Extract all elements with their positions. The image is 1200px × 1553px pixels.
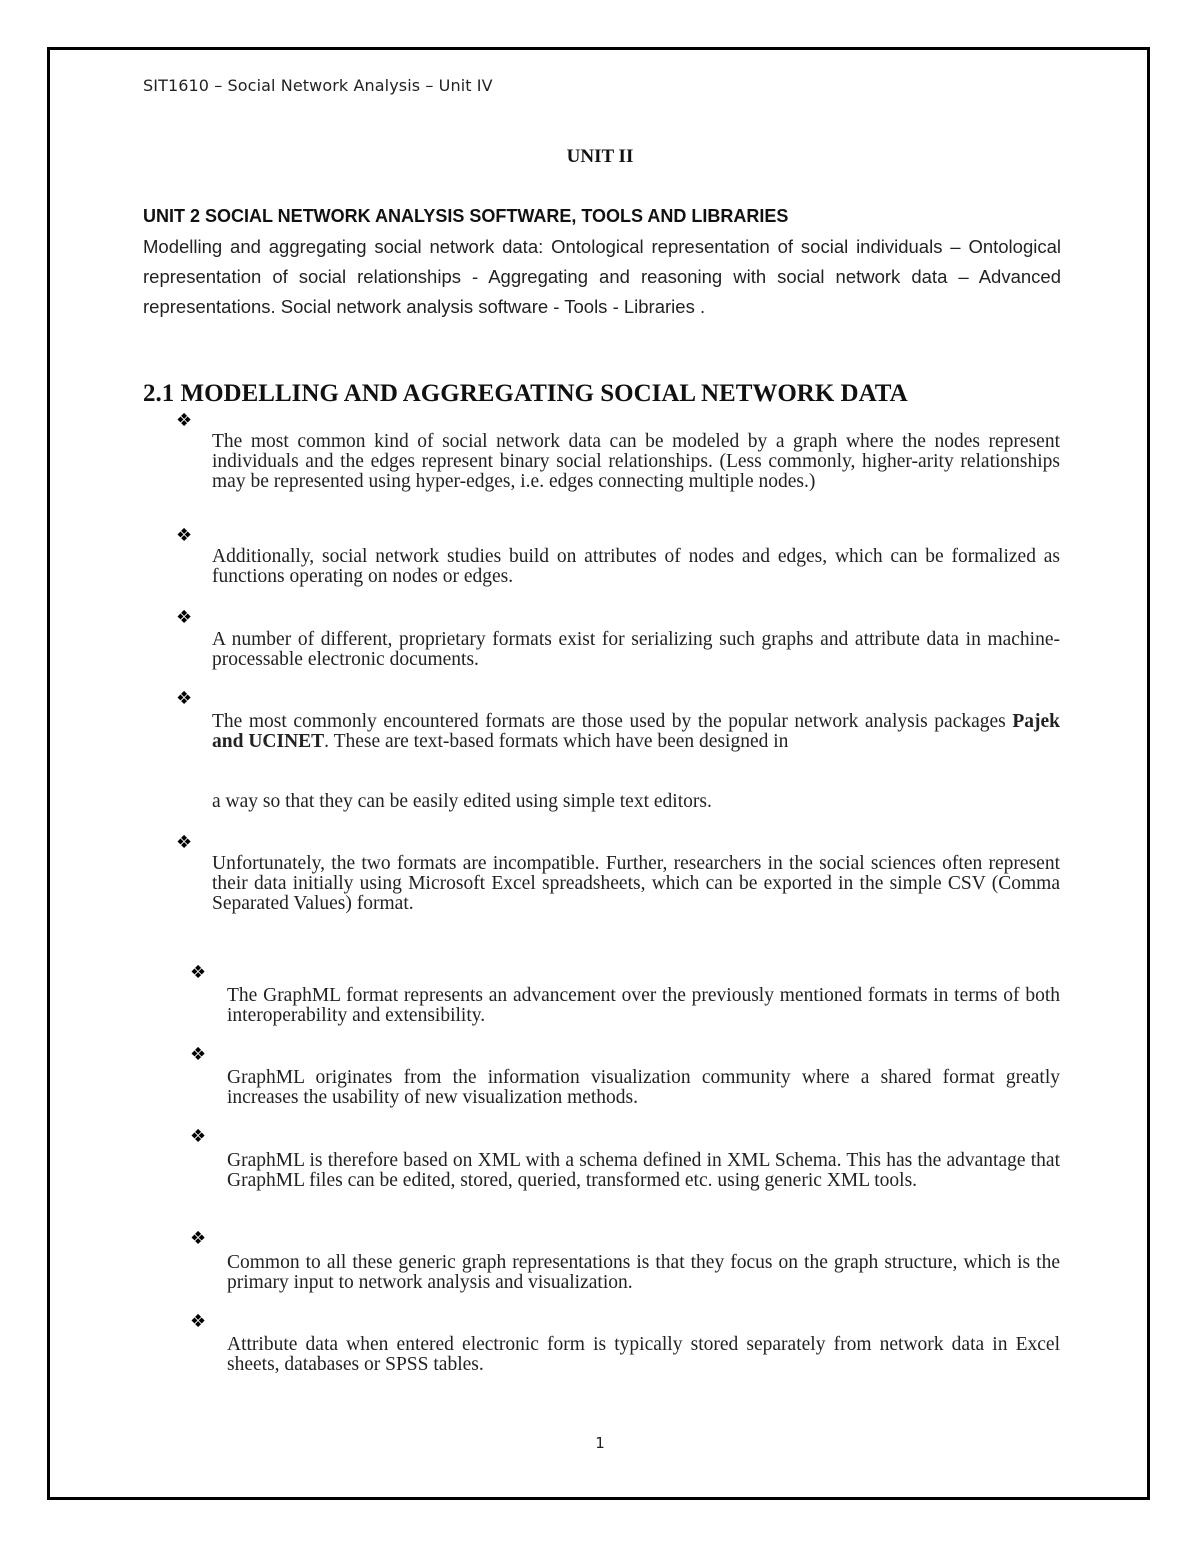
diamond-bullet-icon: ❖	[176, 410, 193, 431]
unit-title: UNIT II	[566, 146, 634, 167]
point-4-bold-packages: Pajek and UCINET	[212, 711, 1060, 752]
page-number: 1	[595, 1434, 605, 1452]
diamond-bullet-icon: ❖	[190, 1126, 207, 1147]
point-6: The GraphML format represents an advancement over the previously mentioned formats in terms of both interoperability and extensibility.	[227, 985, 1060, 1026]
point-9: Common to all these generic graph representations is that they focus on the graph structure, which is the primary input to network analysis and visualization.	[227, 1252, 1060, 1293]
diamond-bullet-icon: ❖	[176, 607, 193, 628]
point-10: Attribute data when entered electronic form is typically stored separately from network data in Excel sheets, databases or SPSS tables.	[227, 1334, 1060, 1375]
point-2: Additionally, social network studies build on attributes of nodes and edges, which can be formalized as functions operating on nodes or edges.	[212, 546, 1060, 587]
diamond-bullet-icon: ❖	[190, 1228, 207, 1249]
diamond-bullet-icon: ❖	[176, 832, 193, 853]
point-3: A number of different, proprietary formats exist for serializing such graphs and attribute data in machine-processable electronic documents.	[212, 629, 1060, 670]
point-4-text-before: The most commonly encountered formats are those used by the popular network analysis packages	[212, 711, 1013, 732]
section-title: 2.1 MODELLING AND AGGREGATING SOCIAL NETWORK DATA	[143, 380, 908, 407]
point-4-continuation: a way so that they can be easily edited using simple text editors.	[212, 791, 712, 812]
point-4	[212, 712, 1060, 752]
point-5: Unfortunately, the two formats are incompatible. Further, researchers in the social sciences often represent their data initially using Microsoft Excel spreadsheets, which can be exported in the simple CSV (Comma Separated Values) format.	[212, 853, 1060, 914]
diamond-bullet-icon: ❖	[176, 688, 193, 709]
syllabus-heading: UNIT 2 SOCIAL NETWORK ANALYSIS SOFTWARE, TOOLS AND LIBRARIES	[143, 206, 789, 226]
running-header: SIT1610 – Social Network Analysis – Unit IV	[143, 76, 493, 95]
point-8: GraphML is therefore based on XML with a schema defined in XML Schema. This has the advantage that GraphML files can be edited, stored, queried, transformed etc. using generic XML tools.	[227, 1150, 1060, 1191]
syllabus-text: Modelling and aggregating social network data: Ontological representation of social individuals – Ontological representation of social relationships - Aggregating and reasoning with social network data – Advanced representations. Social network analysis software - Tools - Libraries .	[143, 236, 1061, 317]
diamond-bullet-icon: ❖	[190, 1311, 207, 1332]
diamond-bullet-icon: ❖	[190, 962, 207, 983]
point-1: The most common kind of social network data can be modeled by a graph where the nodes represent individuals and the edges represent binary social relationships. (Less commonly, higher-arity relationships may be represented using hyper-edges, i.e. edges connecting multiple nodes.)	[212, 431, 1060, 492]
diamond-bullet-icon: ❖	[176, 525, 193, 546]
point-4-text-after: . These are text-based formats which have been designed in	[324, 731, 789, 752]
point-7: GraphML originates from the information visualization community where a shared format greatly increases the usability of new visualization methods.	[227, 1067, 1060, 1108]
diamond-bullet-icon: ❖	[190, 1044, 207, 1065]
